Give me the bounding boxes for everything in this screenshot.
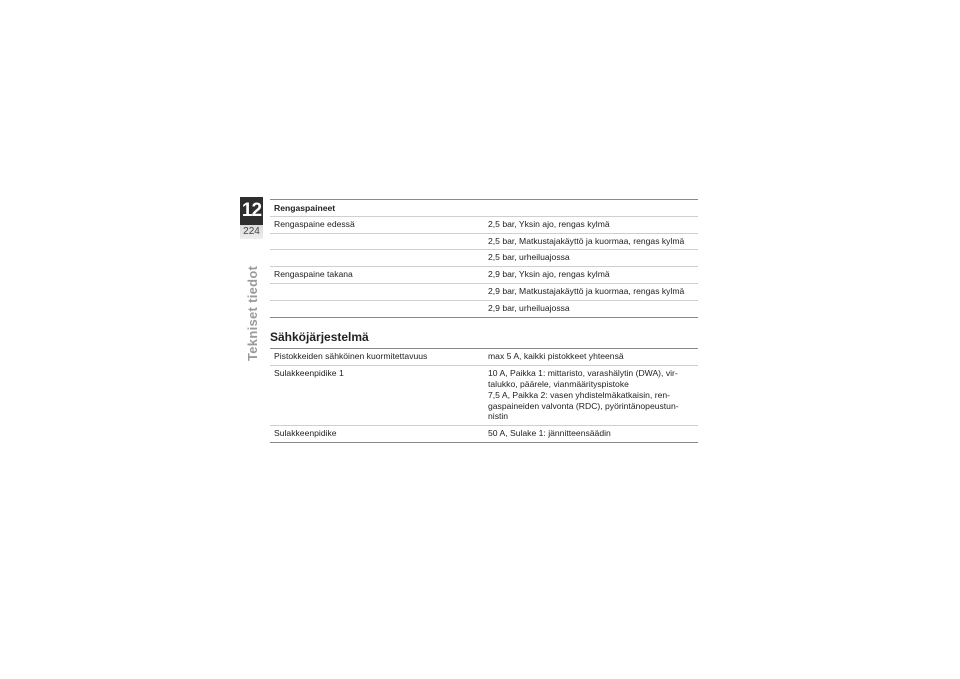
row-value-group <box>484 366 698 425</box>
row-label <box>270 250 484 266</box>
table-row <box>270 425 698 443</box>
row-value: 2,5 bar, urheiluajossa <box>488 252 570 263</box>
row-value: max 5 A, kaikki pistokkeet yhteensä <box>488 351 624 362</box>
table-row <box>270 233 698 250</box>
chapter-number: 12 <box>240 197 263 225</box>
page-number: 224 <box>240 225 263 239</box>
chapter-title: Tekniset tiedot <box>245 265 260 361</box>
row-value: 2,9 bar, urheiluajossa <box>488 302 570 313</box>
row-label <box>270 301 484 317</box>
row-value: 2,9 bar, Yksin ajo, rengas kylmä <box>488 269 610 280</box>
row-label: Pistokkeiden sähköinen kuormitettavuus <box>274 351 428 362</box>
table-row <box>270 300 698 318</box>
electrical-section-heading: Sähköjärjestelmä <box>270 329 369 344</box>
tire-pressure-table <box>270 199 698 318</box>
row-value: 10 A, Paikka 1: mittaristo, varashälytin (DWA), vir-talukko, päärele, vianmäärityspistoke <box>488 368 678 389</box>
row-value: 7,5 A, Paikka 2: vasen yhdistelmäkatkaisin, ren-gaspaineiden valvonta (RDC), pyörintänopeustun-nistin <box>488 389 679 422</box>
chapter-tab <box>240 197 263 239</box>
row-value: 2,9 bar, Matkustajakäyttö ja kuormaa, rengas kylmä <box>488 285 685 296</box>
page-content <box>270 199 698 443</box>
row-label: Rengaspaine edessä <box>274 218 355 229</box>
tire-table-heading: Rengaspaineet <box>274 203 336 213</box>
row-label <box>270 234 484 250</box>
table-row <box>270 249 698 266</box>
row-value: 2,5 bar, Yksin ajo, rengas kylmä <box>488 218 610 229</box>
table-row <box>270 365 698 425</box>
table-row <box>270 216 698 233</box>
table-row <box>270 283 698 300</box>
table-row <box>270 266 698 283</box>
row-label: Sulakkeenpidike <box>274 428 337 439</box>
row-label <box>270 284 484 300</box>
row-value: 50 A, Sulake 1: jännitteensäädin <box>488 428 611 439</box>
row-label: Rengaspaine takana <box>274 269 353 280</box>
row-value: 2,5 bar, Matkustajakäyttö ja kuormaa, rengas kylmä <box>488 235 685 246</box>
row-label: Sulakkeenpidike 1 <box>274 368 344 379</box>
electrical-table <box>270 348 698 443</box>
table-row <box>270 349 698 365</box>
